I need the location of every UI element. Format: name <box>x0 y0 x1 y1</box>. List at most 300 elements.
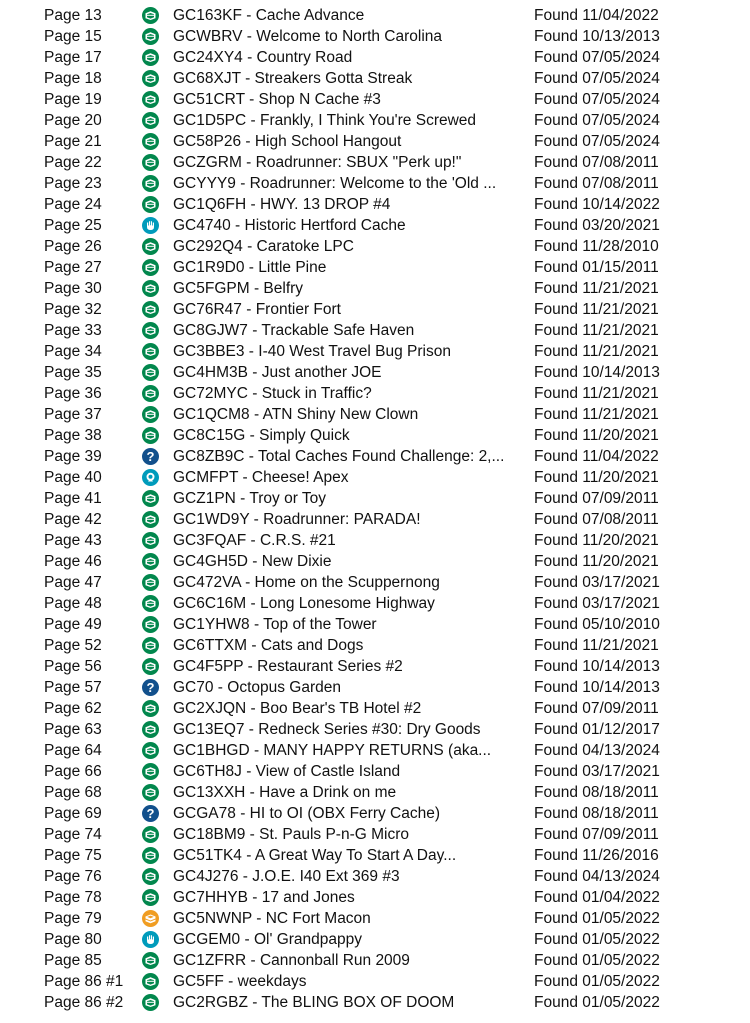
cache-title: GC7HHYB - 17 and Jones <box>173 889 355 906</box>
found-date-value: 07/05/2024 <box>582 91 660 108</box>
list-item <box>0 215 750 236</box>
list-item <box>0 719 750 740</box>
list-item <box>0 299 750 320</box>
page-label: Page 24 <box>44 196 102 213</box>
found-prefix: Found <box>534 847 578 864</box>
found-date-value: 11/20/2021 <box>582 427 659 444</box>
found-prefix: Found <box>534 70 578 87</box>
cache-title: GC8GJW7 - Trackable Safe Haven <box>173 322 415 339</box>
list-item <box>0 530 750 551</box>
page-label: Page 35 <box>44 364 102 381</box>
page-label: Page 22 <box>44 154 102 171</box>
traditional-cache-icon <box>142 616 159 633</box>
cache-title: GC70 - Octopus Garden <box>173 679 341 696</box>
found-prefix: Found <box>534 637 578 654</box>
found-date-value: 11/21/2021 <box>582 322 659 339</box>
traditional-cache-icon <box>142 637 159 654</box>
found-date-value: 11/28/2010 <box>582 238 659 255</box>
found-date-value: 01/04/2022 <box>582 889 660 906</box>
found-date-value: 11/26/2016 <box>582 847 659 864</box>
cache-title: GC4J276 - J.O.E. I40 Ext 369 #3 <box>173 868 400 885</box>
cache-title: GC6C16M - Long Lonesome Highway <box>173 595 435 612</box>
cache-title: GC1D5PC - Frankly, I Think You're Screwed <box>173 112 477 129</box>
cache-title: GC5FGPM - Belfry <box>173 280 304 297</box>
found-date-value: 01/05/2022 <box>582 952 660 969</box>
found-date-value: 11/21/2021 <box>582 280 659 297</box>
page-label: Page 79 <box>44 910 102 927</box>
found-date <box>534 194 660 215</box>
svg-text:?: ? <box>146 449 155 465</box>
page-label: Page 52 <box>44 637 102 654</box>
list-item <box>0 866 750 887</box>
found-prefix: Found <box>534 427 578 444</box>
page-label: Page 78 <box>44 889 102 906</box>
list-item <box>0 656 750 677</box>
found-date-value: 10/14/2022 <box>582 196 660 213</box>
list-item <box>0 89 750 110</box>
found-date-value: 04/13/2024 <box>582 868 660 885</box>
list-item <box>0 446 750 467</box>
found-date <box>534 5 659 26</box>
list-item <box>0 68 750 89</box>
found-date <box>534 614 660 635</box>
traditional-cache-icon <box>142 175 159 192</box>
page-label: Page 47 <box>44 574 102 591</box>
found-date <box>534 236 659 257</box>
found-date-value: 07/05/2024 <box>582 70 660 87</box>
found-date-value: 01/05/2022 <box>582 931 660 948</box>
svg-text:?: ? <box>146 806 155 822</box>
cache-title: GC2XJQN - Boo Bear's TB Hotel #2 <box>173 700 422 717</box>
page-label: Page 68 <box>44 784 102 801</box>
page-label: Page 74 <box>44 826 102 843</box>
page-label: Page 41 <box>44 490 102 507</box>
mystery-cache-icon <box>142 448 159 465</box>
found-date-value: 01/15/2011 <box>582 259 659 276</box>
found-date <box>534 950 660 971</box>
traditional-cache-icon <box>142 721 159 738</box>
cache-title: GC3BBE3 - I-40 West Travel Bug Prison <box>173 343 451 360</box>
cache-title: GCWBRV - Welcome to North Carolina <box>173 28 443 45</box>
found-date <box>534 929 660 950</box>
page-label: Page 85 <box>44 952 102 969</box>
traditional-cache-icon <box>142 427 159 444</box>
traditional-cache-icon <box>142 133 159 150</box>
page-label: Page 37 <box>44 406 102 423</box>
found-date <box>534 68 660 89</box>
cache-title: GCZGRM - Roadrunner: SBUX "Perk up!" <box>173 154 462 171</box>
traditional-cache-icon <box>142 658 159 675</box>
found-prefix: Found <box>534 889 578 906</box>
found-date-value: 04/13/2024 <box>582 742 660 759</box>
found-prefix: Found <box>534 280 578 297</box>
found-prefix: Found <box>534 616 578 633</box>
found-prefix: Found <box>534 343 578 360</box>
traditional-cache-icon <box>142 826 159 843</box>
found-prefix: Found <box>534 28 578 45</box>
found-date <box>534 887 660 908</box>
traditional-cache-icon <box>142 742 159 759</box>
found-date-value: 07/09/2011 <box>582 490 659 507</box>
traditional-cache-icon <box>142 973 159 990</box>
found-date-value: 07/05/2024 <box>582 112 660 129</box>
list-item <box>0 488 750 509</box>
cache-title: GC8ZB9C - Total Caches Found Challenge: 2,... <box>173 448 505 465</box>
list-item <box>0 131 750 152</box>
found-date <box>534 425 659 446</box>
virtual-cache-icon <box>142 931 159 948</box>
traditional-cache-icon <box>142 595 159 612</box>
found-prefix: Found <box>534 133 578 150</box>
found-prefix: Found <box>534 91 578 108</box>
cache-title: GCGA78 - HI to OI (OBX Ferry Cache) <box>173 805 441 822</box>
page-label: Page 21 <box>44 133 102 150</box>
found-date <box>534 299 659 320</box>
traditional-cache-icon <box>142 70 159 87</box>
found-prefix: Found <box>534 112 578 129</box>
found-date-value: 01/05/2022 <box>582 973 660 990</box>
cache-title: GC1YHW8 - Top of the Tower <box>173 616 377 633</box>
cache-title: GC5FF - weekdays <box>173 973 307 990</box>
found-prefix: Found <box>534 595 578 612</box>
cache-title: GC1BHGD - MANY HAPPY RETURNS (aka... <box>173 742 492 759</box>
found-date <box>534 173 659 194</box>
found-prefix: Found <box>534 784 578 801</box>
found-prefix: Found <box>534 763 578 780</box>
traditional-cache-icon <box>142 343 159 360</box>
found-date-value: 11/21/2021 <box>582 343 659 360</box>
cache-title: GC6TH8J - View of Castle Island <box>173 763 401 780</box>
found-date-value: 03/20/2021 <box>582 217 660 234</box>
page-label: Page 13 <box>44 7 102 24</box>
found-date <box>534 572 660 593</box>
found-date-value: 03/17/2021 <box>582 574 660 591</box>
list-item <box>0 782 750 803</box>
list-item <box>0 572 750 593</box>
found-prefix: Found <box>534 973 578 990</box>
found-prefix: Found <box>534 196 578 213</box>
cache-title: GC18BM9 - St. Pauls P-n-G Micro <box>173 826 410 843</box>
list-item <box>0 509 750 530</box>
found-prefix: Found <box>534 469 578 486</box>
traditional-cache-icon <box>142 238 159 255</box>
found-date-value: 01/12/2017 <box>582 721 660 738</box>
list-item <box>0 467 750 488</box>
cache-title: GC472VA - Home on the Scuppernong <box>173 574 440 591</box>
mystery-cache-icon <box>142 679 159 696</box>
page-label: Page 25 <box>44 217 102 234</box>
found-date <box>534 782 659 803</box>
found-date <box>534 971 660 992</box>
traditional-cache-icon <box>142 259 159 276</box>
traditional-cache-icon <box>142 364 159 381</box>
traditional-cache-icon <box>142 868 159 885</box>
found-date-value: 05/10/2010 <box>582 616 660 633</box>
traditional-cache-icon <box>142 994 159 1011</box>
list-item <box>0 236 750 257</box>
page-label: Page 48 <box>44 595 102 612</box>
virtual-cache-icon <box>142 217 159 234</box>
found-date-value: 08/18/2011 <box>582 784 659 801</box>
page-label: Page 34 <box>44 343 102 360</box>
page-label: Page 27 <box>44 259 102 276</box>
page-label: Page 75 <box>44 847 102 864</box>
list-item <box>0 761 750 782</box>
list-item <box>0 887 750 908</box>
found-prefix: Found <box>534 511 578 528</box>
found-date-value: 08/18/2011 <box>582 805 659 822</box>
list-item <box>0 404 750 425</box>
page-label: Page 33 <box>44 322 102 339</box>
webcam-cache-icon <box>142 469 159 486</box>
found-prefix: Found <box>534 301 578 318</box>
traditional-cache-icon <box>142 196 159 213</box>
page-label: Page 49 <box>44 616 102 633</box>
page-label: Page 32 <box>44 301 102 318</box>
found-prefix: Found <box>534 7 578 24</box>
page-label: Page 40 <box>44 469 102 486</box>
found-date <box>534 467 659 488</box>
multi-cache-icon <box>142 910 159 927</box>
cache-title: GC76R47 - Frontier Fort <box>173 301 341 318</box>
found-date-value: 10/13/2013 <box>582 28 660 45</box>
cache-title: GC13EQ7 - Redneck Series #30: Dry Goods <box>173 721 481 738</box>
page-label: Page 86 #2 <box>44 994 124 1011</box>
found-date-value: 11/20/2021 <box>582 553 659 570</box>
cache-title: GC72MYC - Stuck in Traffic? <box>173 385 372 402</box>
list-item <box>0 971 750 992</box>
traditional-cache-icon <box>142 49 159 66</box>
list-item <box>0 551 750 572</box>
cache-title: GC4740 - Historic Hertford Cache <box>173 217 406 234</box>
cache-title: GC8C15G - Simply Quick <box>173 427 350 444</box>
found-prefix: Found <box>534 910 578 927</box>
found-date-value: 03/17/2021 <box>582 595 660 612</box>
found-date <box>534 677 660 698</box>
found-prefix: Found <box>534 217 578 234</box>
page-label: Page 30 <box>44 280 102 297</box>
list-item <box>0 194 750 215</box>
found-date-value: 11/21/2021 <box>582 385 659 402</box>
page-label: Page 69 <box>44 805 102 822</box>
cache-title: GC24XY4 - Country Road <box>173 49 353 66</box>
traditional-cache-icon <box>142 889 159 906</box>
list-item <box>0 698 750 719</box>
page-label: Page 15 <box>44 28 102 45</box>
found-prefix: Found <box>534 931 578 948</box>
found-prefix: Found <box>534 175 578 192</box>
found-prefix: Found <box>534 826 578 843</box>
list-item <box>0 47 750 68</box>
page-label: Page 66 <box>44 763 102 780</box>
found-prefix: Found <box>534 805 578 822</box>
cache-title: GC6TTXM - Cats and Dogs <box>173 637 364 654</box>
cache-title: GC4HM3B - Just another JOE <box>173 364 382 381</box>
traditional-cache-icon <box>142 553 159 570</box>
found-prefix: Found <box>534 658 578 675</box>
cache-title: GC1ZFRR - Cannonball Run 2009 <box>173 952 410 969</box>
page-label: Page 43 <box>44 532 102 549</box>
page-label: Page 17 <box>44 49 102 66</box>
found-date <box>534 803 659 824</box>
cache-title: GCZ1PN - Troy or Toy <box>173 490 327 507</box>
found-date-value: 11/21/2021 <box>582 637 659 654</box>
found-date-value: 11/20/2021 <box>582 469 659 486</box>
page-label: Page 86 #1 <box>44 973 124 990</box>
list-item <box>0 5 750 26</box>
found-date-value: 07/05/2024 <box>582 49 660 66</box>
list-item <box>0 614 750 635</box>
found-date <box>534 509 659 530</box>
found-date <box>534 362 660 383</box>
page-label: Page 18 <box>44 70 102 87</box>
cache-title: GC1R9D0 - Little Pine <box>173 259 327 276</box>
found-prefix: Found <box>534 994 578 1011</box>
cache-title: GC51CRT - Shop N Cache #3 <box>173 91 381 108</box>
found-prefix: Found <box>534 385 578 402</box>
cache-title: GC1QCM8 - ATN Shiny New Clown <box>173 406 419 423</box>
found-date <box>534 404 659 425</box>
cache-title: GCYYY9 - Roadrunner: Welcome to the 'Old ... <box>173 175 497 192</box>
found-prefix: Found <box>534 532 578 549</box>
cache-title: GC292Q4 - Caratoke LPC <box>173 238 354 255</box>
list-item <box>0 320 750 341</box>
found-date <box>534 488 659 509</box>
found-date <box>534 698 659 719</box>
found-date-value: 10/14/2013 <box>582 364 660 381</box>
found-date-value: 07/08/2011 <box>582 511 659 528</box>
traditional-cache-icon <box>142 154 159 171</box>
found-date <box>534 341 659 362</box>
found-prefix: Found <box>534 238 578 255</box>
list-item <box>0 908 750 929</box>
page-label: Page 38 <box>44 427 102 444</box>
found-date-value: 10/14/2013 <box>582 658 660 675</box>
found-prefix: Found <box>534 49 578 66</box>
found-date <box>534 215 660 236</box>
found-date-value: 01/05/2022 <box>582 910 660 927</box>
cache-title: GC163KF - Cache Advance <box>173 7 365 24</box>
found-date <box>534 824 659 845</box>
traditional-cache-icon <box>142 301 159 318</box>
found-date <box>534 278 659 299</box>
found-date <box>534 257 659 278</box>
found-date <box>534 446 659 467</box>
list-item <box>0 26 750 47</box>
page-label: Page 42 <box>44 511 102 528</box>
found-date <box>534 110 660 131</box>
page-label: Page 57 <box>44 679 102 696</box>
found-date <box>534 530 659 551</box>
traditional-cache-icon <box>142 511 159 528</box>
found-date-value: 11/21/2021 <box>582 301 659 318</box>
page-label: Page 76 <box>44 868 102 885</box>
found-date <box>534 992 660 1013</box>
page-label: Page 64 <box>44 742 102 759</box>
found-date <box>534 866 660 887</box>
traditional-cache-icon <box>142 385 159 402</box>
traditional-cache-icon <box>142 847 159 864</box>
found-date <box>534 320 659 341</box>
found-prefix: Found <box>534 406 578 423</box>
found-date-value: 07/09/2011 <box>582 826 659 843</box>
cache-title: GC58P26 - High School Hangout <box>173 133 402 150</box>
cache-title: GC1Q6FH - HWY. 13 DROP #4 <box>173 196 391 213</box>
found-date <box>534 152 659 173</box>
list-item <box>0 110 750 131</box>
cache-title: GC5NWNP - NC Fort Macon <box>173 910 371 927</box>
list-item <box>0 635 750 656</box>
traditional-cache-icon <box>142 784 159 801</box>
traditional-cache-icon <box>142 532 159 549</box>
found-prefix: Found <box>534 364 578 381</box>
list-item <box>0 824 750 845</box>
page-label: Page 39 <box>44 448 102 465</box>
found-prefix: Found <box>534 553 578 570</box>
found-date <box>534 908 660 929</box>
found-date <box>534 131 660 152</box>
traditional-cache-icon <box>142 322 159 339</box>
found-date-value: 10/14/2013 <box>582 679 660 696</box>
page-label: Page 46 <box>44 553 102 570</box>
found-date-value: 07/09/2011 <box>582 700 659 717</box>
found-date <box>534 845 659 866</box>
found-date-value: 07/08/2011 <box>582 154 659 171</box>
list-item <box>0 383 750 404</box>
found-date-value: 11/04/2022 <box>582 448 659 465</box>
list-item <box>0 362 750 383</box>
page-label: Page 23 <box>44 175 102 192</box>
found-prefix: Found <box>534 700 578 717</box>
list-item <box>0 845 750 866</box>
found-date-value: 11/21/2021 <box>582 406 659 423</box>
page-label: Page 56 <box>44 658 102 675</box>
found-date-value: 11/20/2021 <box>582 532 659 549</box>
found-date-value: 11/04/2022 <box>582 7 659 24</box>
found-date <box>534 593 660 614</box>
found-date <box>534 635 659 656</box>
found-date <box>534 719 660 740</box>
found-date <box>534 761 660 782</box>
page-label: Page 36 <box>44 385 102 402</box>
page-label: Page 26 <box>44 238 102 255</box>
cache-title: GC51TK4 - A Great Way To Start A Day... <box>173 847 457 864</box>
found-date <box>534 89 660 110</box>
found-date <box>534 26 660 47</box>
page-label: Page 19 <box>44 91 102 108</box>
list-item <box>0 257 750 278</box>
traditional-cache-icon <box>142 406 159 423</box>
found-date <box>534 47 660 68</box>
cache-title: GCGEM0 - Ol' Grandpappy <box>173 931 363 948</box>
list-item <box>0 992 750 1013</box>
found-prefix: Found <box>534 490 578 507</box>
traditional-cache-icon <box>142 574 159 591</box>
found-date <box>534 551 659 572</box>
found-prefix: Found <box>534 679 578 696</box>
found-caches-list <box>0 5 750 1013</box>
list-item <box>0 341 750 362</box>
cache-title: GCMFPT - Cheese! Apex <box>173 469 349 486</box>
cache-title: GC1WD9Y - Roadrunner: PARADA! <box>173 511 421 528</box>
cache-title: GC13XXH - Have a Drink on me <box>173 784 397 801</box>
traditional-cache-icon <box>142 700 159 717</box>
list-item <box>0 278 750 299</box>
found-date-value: 01/05/2022 <box>582 994 660 1011</box>
found-date-value: 07/08/2011 <box>582 175 659 192</box>
found-date <box>534 656 660 677</box>
traditional-cache-icon <box>142 91 159 108</box>
